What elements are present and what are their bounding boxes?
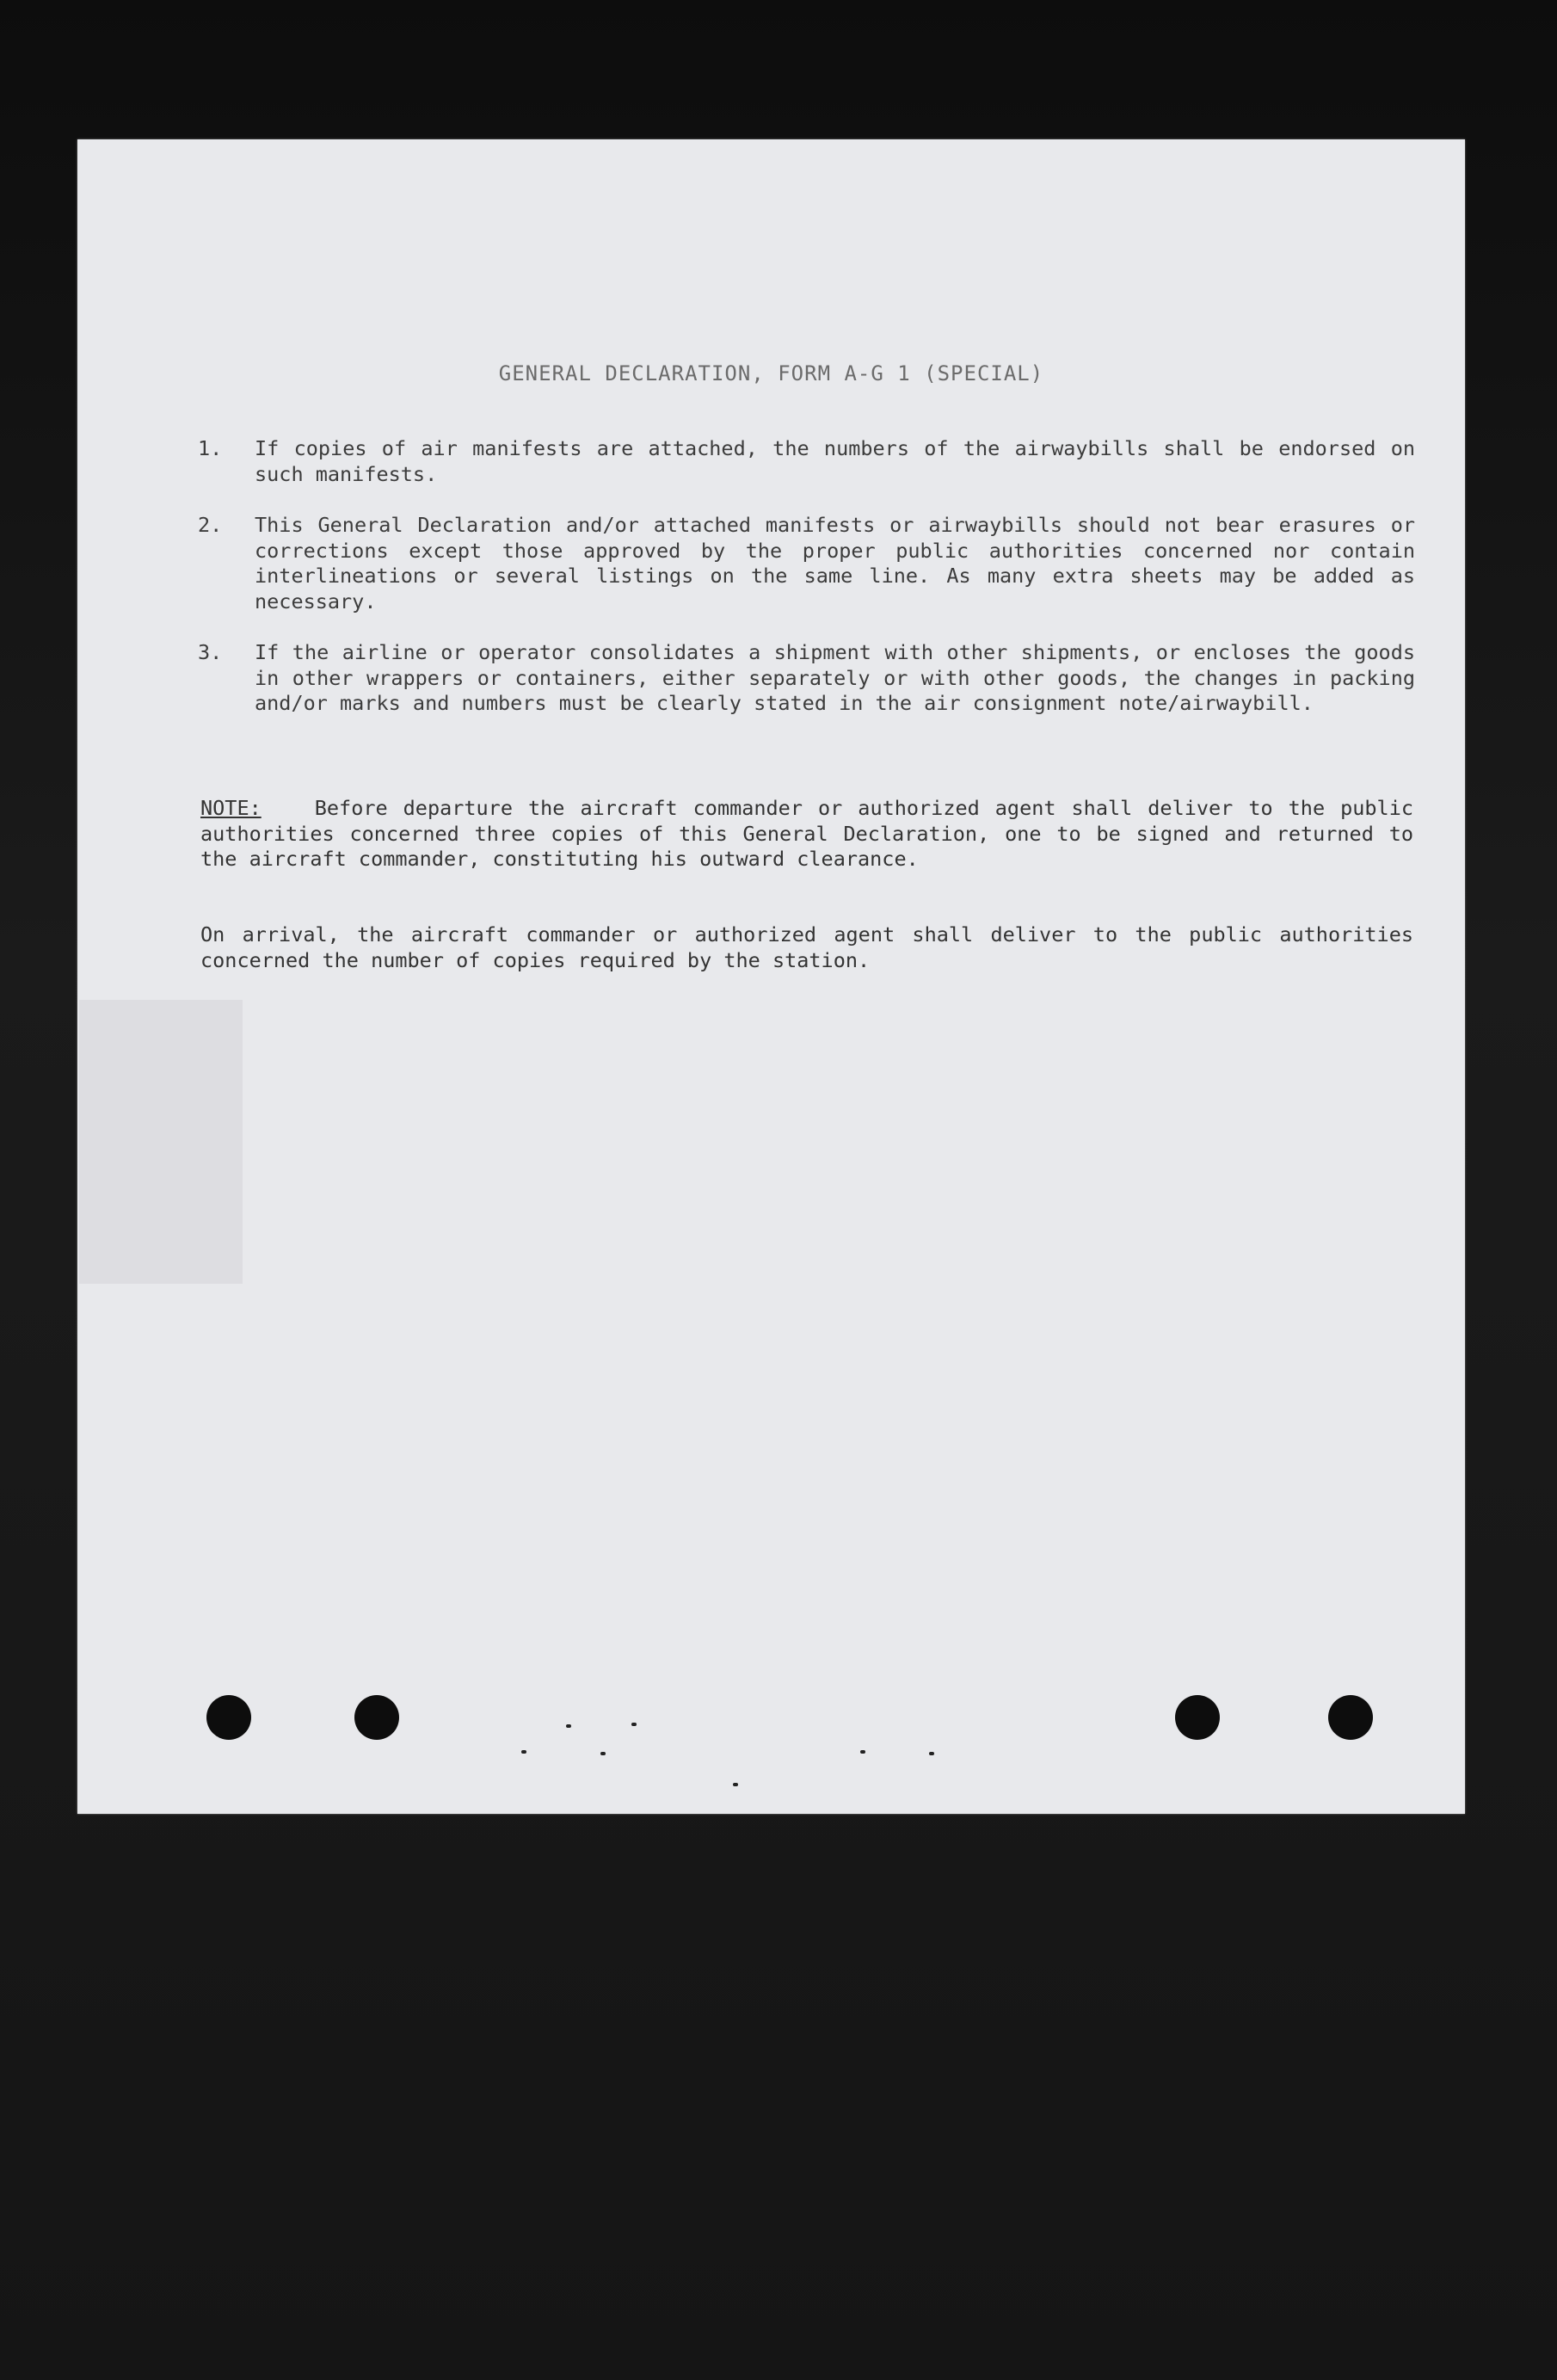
- punch-hole: [354, 1695, 399, 1740]
- ink-speck: [860, 1750, 865, 1754]
- ink-speck: [566, 1724, 571, 1728]
- note-label: NOTE:: [200, 796, 262, 820]
- punch-hole: [1328, 1695, 1373, 1740]
- ink-speck: [521, 1750, 526, 1754]
- ink-speck: [631, 1723, 637, 1726]
- list-item: [198, 513, 1415, 614]
- document-title: GENERAL DECLARATION, FORM A-G 1 (SPECIAL): [498, 361, 1044, 385]
- document-page: [77, 139, 1465, 1814]
- note-text: Before departure the aircraft commander or authorized agent shall deliver to the public authorities concerned three copies of this General Declaration, one to be signed and returned to the aircraft commander, constituting his outward clearance.: [200, 796, 1413, 871]
- item-text: This General Declaration and/or attached manifests or airwaybills should not bear erasures or corrections except those approved by the proper public authorities concerned nor contain interlineations or several listings on the same line. As many extra sheets may be added as necessary.: [255, 513, 1415, 613]
- item-text: If the airline or operator consolidates a shipment with other shipments, or encloses the goods in other wrappers or containers, either separately or with other goods, the changes in packing and/or marks and numbers must be clearly stated in the air consignment note/airwaybill.: [255, 640, 1415, 715]
- note-paragraph: [200, 796, 1413, 872]
- item-number: 3.: [198, 640, 223, 664]
- item-number: 2.: [198, 513, 223, 537]
- list-item: [198, 436, 1415, 487]
- item-text: If copies of air manifests are attached, the numbers of the airwaybills shall be endorsed on such manifests.: [255, 436, 1415, 486]
- punch-hole: [1175, 1695, 1220, 1740]
- punch-hole: [206, 1695, 251, 1740]
- list-item: [198, 640, 1415, 717]
- ink-speck: [929, 1752, 934, 1755]
- ink-speck: [600, 1752, 606, 1755]
- paper-smudge: [79, 1000, 243, 1284]
- arrival-paragraph: On arrival, the aircraft commander or authorized agent shall deliver to the public authorities concerned the number of copies required by the station.: [200, 922, 1413, 972]
- item-number: 1.: [198, 436, 223, 460]
- ink-speck: [733, 1783, 738, 1786]
